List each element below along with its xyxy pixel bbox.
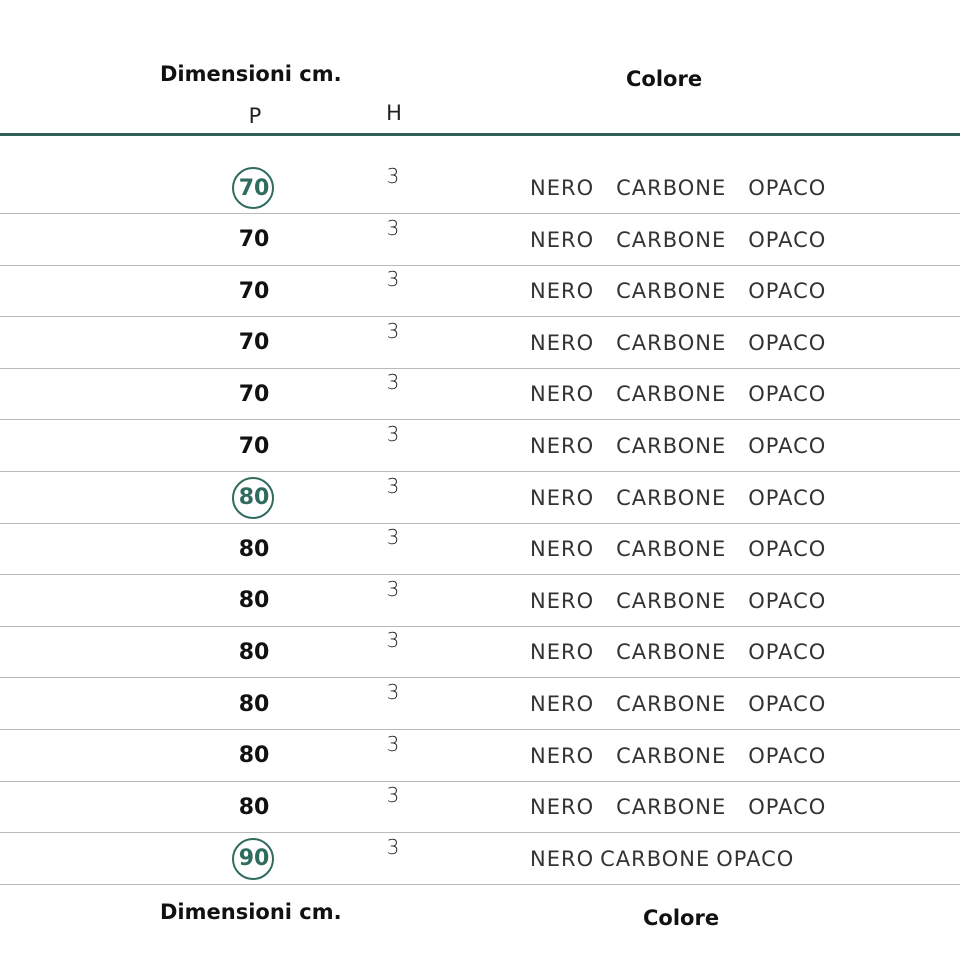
color-cell xyxy=(530,368,826,420)
color-word: CARBONE xyxy=(616,382,727,407)
height-value: 3 xyxy=(386,267,400,292)
height-value: 3 xyxy=(386,370,400,395)
color-word: CARBONE xyxy=(616,227,727,252)
color-word: OPACO xyxy=(748,227,827,252)
color-word: NERO xyxy=(530,692,595,716)
color-cell xyxy=(530,162,826,214)
table-row xyxy=(0,214,960,266)
color-word: OPACO xyxy=(748,434,827,458)
color-word: OPACO xyxy=(748,382,827,407)
depth-cell xyxy=(214,162,294,214)
footer-color-label: Colore xyxy=(643,906,720,930)
depth-cell xyxy=(214,368,294,420)
depth-cell xyxy=(214,678,294,730)
color-word: OPACO xyxy=(748,330,827,355)
table-row xyxy=(0,265,960,317)
depth-cell xyxy=(214,781,294,833)
color-cell xyxy=(530,317,826,369)
color-word: NERO xyxy=(530,434,595,458)
color-cell xyxy=(530,781,826,833)
depth-value: 80 xyxy=(238,691,270,717)
color-word: CARBONE xyxy=(616,743,727,768)
color-word: OPACO xyxy=(748,692,827,716)
footer-dimensions-label: Dimensioni cm. xyxy=(160,900,342,924)
table-row xyxy=(0,162,960,214)
color-cell xyxy=(530,472,826,524)
depth-cell xyxy=(214,214,294,266)
color-cell xyxy=(530,575,826,627)
color-word: OPACO xyxy=(748,588,827,613)
height-value: 3 xyxy=(386,164,400,188)
depth-cell xyxy=(214,420,294,472)
height-value: 3 xyxy=(386,834,400,859)
color-word: NERO xyxy=(530,588,595,613)
depth-cell xyxy=(214,575,294,627)
table-row xyxy=(0,472,960,524)
depth-cell xyxy=(214,523,294,575)
color-word: OPACO xyxy=(748,743,827,768)
color-word: NERO xyxy=(530,279,595,304)
height-value: 3 xyxy=(386,422,400,446)
height-value: 3 xyxy=(386,731,400,756)
depth-value: 70 xyxy=(238,278,270,304)
color-word: OPACO xyxy=(748,176,827,200)
color-cell xyxy=(530,265,826,317)
color-word: CARBONE xyxy=(616,537,727,562)
depth-value: 80 xyxy=(238,639,270,665)
depth-value: 90 xyxy=(238,846,270,872)
color-word: NERO xyxy=(530,485,595,510)
depth-value: 80 xyxy=(238,743,270,769)
depth-cell xyxy=(214,265,294,317)
row-divider xyxy=(0,884,960,885)
depth-value: 70 xyxy=(238,381,270,407)
table-row xyxy=(0,730,960,782)
height-value: 3 xyxy=(386,318,400,343)
color-word: CARBONE xyxy=(616,640,727,665)
depth-value: 70 xyxy=(238,227,270,253)
header-dimensions-label: Dimensioni cm. xyxy=(160,62,342,86)
color-cell xyxy=(530,730,826,782)
color-word: CARBONE xyxy=(616,176,727,200)
header-h-label: H xyxy=(386,101,402,125)
table-row xyxy=(0,781,960,833)
color-word: NERO xyxy=(530,382,595,407)
table-row xyxy=(0,678,960,730)
color-word: NERO xyxy=(530,176,595,200)
color-word: CARBONE xyxy=(616,588,727,613)
color-word: OPACO xyxy=(748,279,827,304)
color-word: CARBONE xyxy=(616,692,727,716)
header-p-label: P xyxy=(248,104,262,128)
height-value: 3 xyxy=(386,215,400,240)
color-cell xyxy=(530,833,794,885)
depth-value: 70 xyxy=(238,175,270,201)
color-word: NERO xyxy=(530,846,595,871)
table-row xyxy=(0,523,960,575)
table-row xyxy=(0,626,960,678)
color-word: NERO xyxy=(530,795,595,820)
color-word: CARBONE xyxy=(616,795,727,820)
table-row xyxy=(0,420,960,472)
color-word: OPACO xyxy=(748,485,827,510)
color-word: NERO xyxy=(530,537,595,562)
color-word: OPACO xyxy=(748,537,827,562)
color-word: CARBONE xyxy=(600,846,711,871)
color-word: CARBONE xyxy=(616,279,727,304)
color-cell xyxy=(530,626,826,678)
height-value: 3 xyxy=(386,783,400,808)
table-row xyxy=(0,833,960,885)
header-rule xyxy=(0,133,960,136)
color-word: OPACO xyxy=(748,640,827,665)
color-cell xyxy=(530,214,826,266)
depth-cell xyxy=(214,730,294,782)
depth-value: 70 xyxy=(238,330,270,356)
color-word: NERO xyxy=(530,743,595,768)
color-cell xyxy=(530,523,826,575)
table-row xyxy=(0,368,960,420)
height-value: 3 xyxy=(386,473,400,498)
color-cell xyxy=(530,678,826,730)
depth-cell xyxy=(214,833,294,885)
color-word: CARBONE xyxy=(616,330,727,355)
color-word: OPACO xyxy=(748,795,827,820)
color-word: CARBONE xyxy=(616,434,727,458)
color-word: NERO xyxy=(530,227,595,252)
height-value: 3 xyxy=(386,576,400,601)
header-color-label: Colore xyxy=(626,67,703,91)
color-word: CARBONE xyxy=(616,485,727,510)
color-cell xyxy=(530,420,826,472)
depth-cell xyxy=(214,626,294,678)
table-row xyxy=(0,317,960,369)
depth-cell xyxy=(214,472,294,524)
depth-value: 80 xyxy=(238,794,270,820)
height-value: 3 xyxy=(386,628,400,653)
depth-value: 80 xyxy=(238,588,270,614)
depth-value: 80 xyxy=(238,536,270,562)
color-word: OPACO xyxy=(716,846,795,871)
color-word: NERO xyxy=(530,640,595,665)
height-value: 3 xyxy=(386,680,400,704)
depth-value: 80 xyxy=(238,485,270,511)
color-word: NERO xyxy=(530,330,595,355)
height-value: 3 xyxy=(386,525,400,550)
depth-value: 70 xyxy=(238,433,270,459)
table-row xyxy=(0,575,960,627)
depth-cell xyxy=(214,317,294,369)
